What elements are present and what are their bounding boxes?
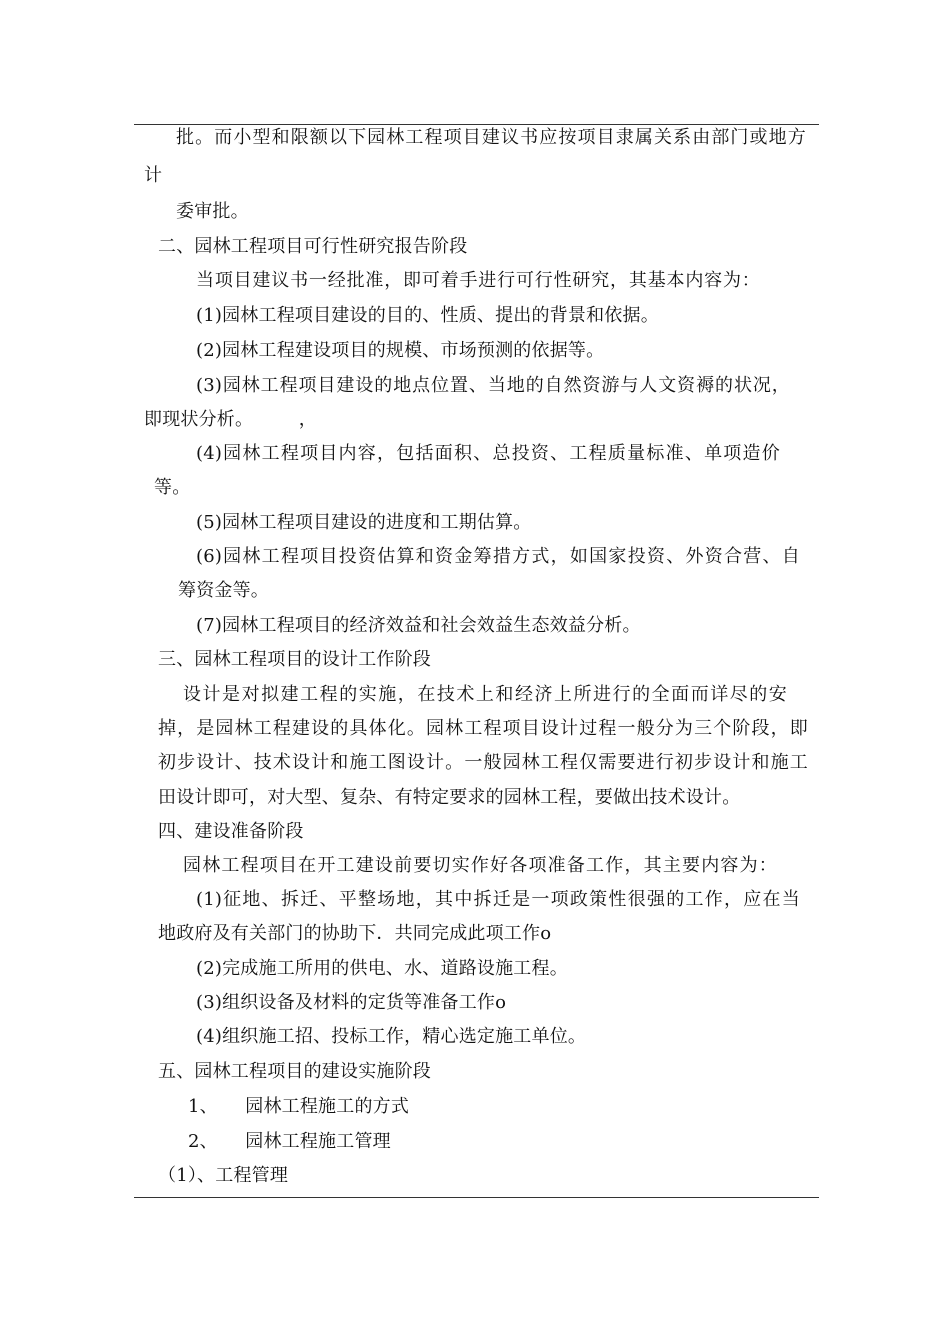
text-line: 委审批。 — [176, 201, 249, 222]
list-item: (3)园林工程项目建设的地点位置、当地的自然资游与人文资褥的状况， — [196, 375, 790, 396]
list-item: (4)园林工程项目内容，包括面积、总投资、工程质量标准、单项造价 — [196, 443, 780, 464]
list-item: (2)完成施工所用的供电、水、道路设施工程。 — [196, 958, 568, 979]
section-heading: 二、园林工程项目可行性研究报告阶段 — [158, 236, 468, 257]
list-item: （1）、工程管理 — [158, 1165, 289, 1186]
list-item: (7)园林工程项目的经济效益和社会效益生态效益分析。 — [196, 615, 641, 636]
text-line: 当项目建议书一经批准，即可着手进行可行性研究，其基本内容为： — [196, 270, 760, 291]
footer-rule — [134, 1197, 819, 1198]
list-item: (2)园林工程建设项目的规模、市场预测的依据等。 — [196, 340, 605, 361]
list-item: 1、 园林工程施工的方式 — [188, 1096, 410, 1117]
text-line: 即现状分析。 ， — [144, 409, 317, 430]
section-heading: 四、建设准备阶段 — [158, 821, 304, 842]
list-item: (1)园林工程项目建设的目的、性质、提出的背景和依据。 — [196, 305, 659, 326]
list-item: (1)征地、拆迁、平整场地，其中拆迁是一项政策性很强的工作，应在当 — [196, 889, 800, 910]
section-heading: 五、园林工程项目的建设实施阶段 — [158, 1061, 431, 1082]
text-line: 地政府及有关部门的协助下．共同完成此项工作o — [158, 923, 552, 944]
text-line: 等。 — [154, 477, 191, 498]
text-line: 筹资金等。 — [178, 580, 269, 601]
list-item: (3)组织设备及材料的定货等准备工作o — [196, 992, 507, 1013]
text-line: 田设计即可，对大型、复杂、有特定要求的园林工程，要做出技术设计。 — [158, 787, 741, 808]
text-line: 园林工程项目在开工建设前要切实作好各项准备工作，其主要内容为： — [183, 855, 777, 876]
list-item: (4)组织施工招、投标工作，精心选定施工单位。 — [196, 1026, 587, 1047]
text-line: 计 — [144, 165, 163, 186]
text-line: 初步设计、技术设计和施工图设计。一般园林工程仅需要进行初步设计和施工 — [158, 752, 808, 773]
section-heading: 三、园林工程项目的设计工作阶段 — [158, 649, 431, 670]
list-item: (6)园林工程项目投资估算和资金筹措方式，如国家投资、外资合营、自 — [196, 546, 800, 567]
list-item: 2、 园林工程施工管理 — [188, 1131, 391, 1152]
text-line: 批。而小型和限额以下园林工程项目建议书应按项目隶属关系由部门或地方 — [176, 127, 806, 148]
list-item: (5)园林工程项目建设的进度和工期估算。 — [196, 512, 532, 533]
text-line: 设计是对拟建工程的实施，在技术上和经济上所进行的全面而详尽的安 — [183, 684, 787, 705]
text-line: 掉，是园林工程建设的具体化。园林工程项目设计过程一般分为三个阶段，即 — [158, 718, 808, 739]
header-rule — [134, 124, 819, 125]
